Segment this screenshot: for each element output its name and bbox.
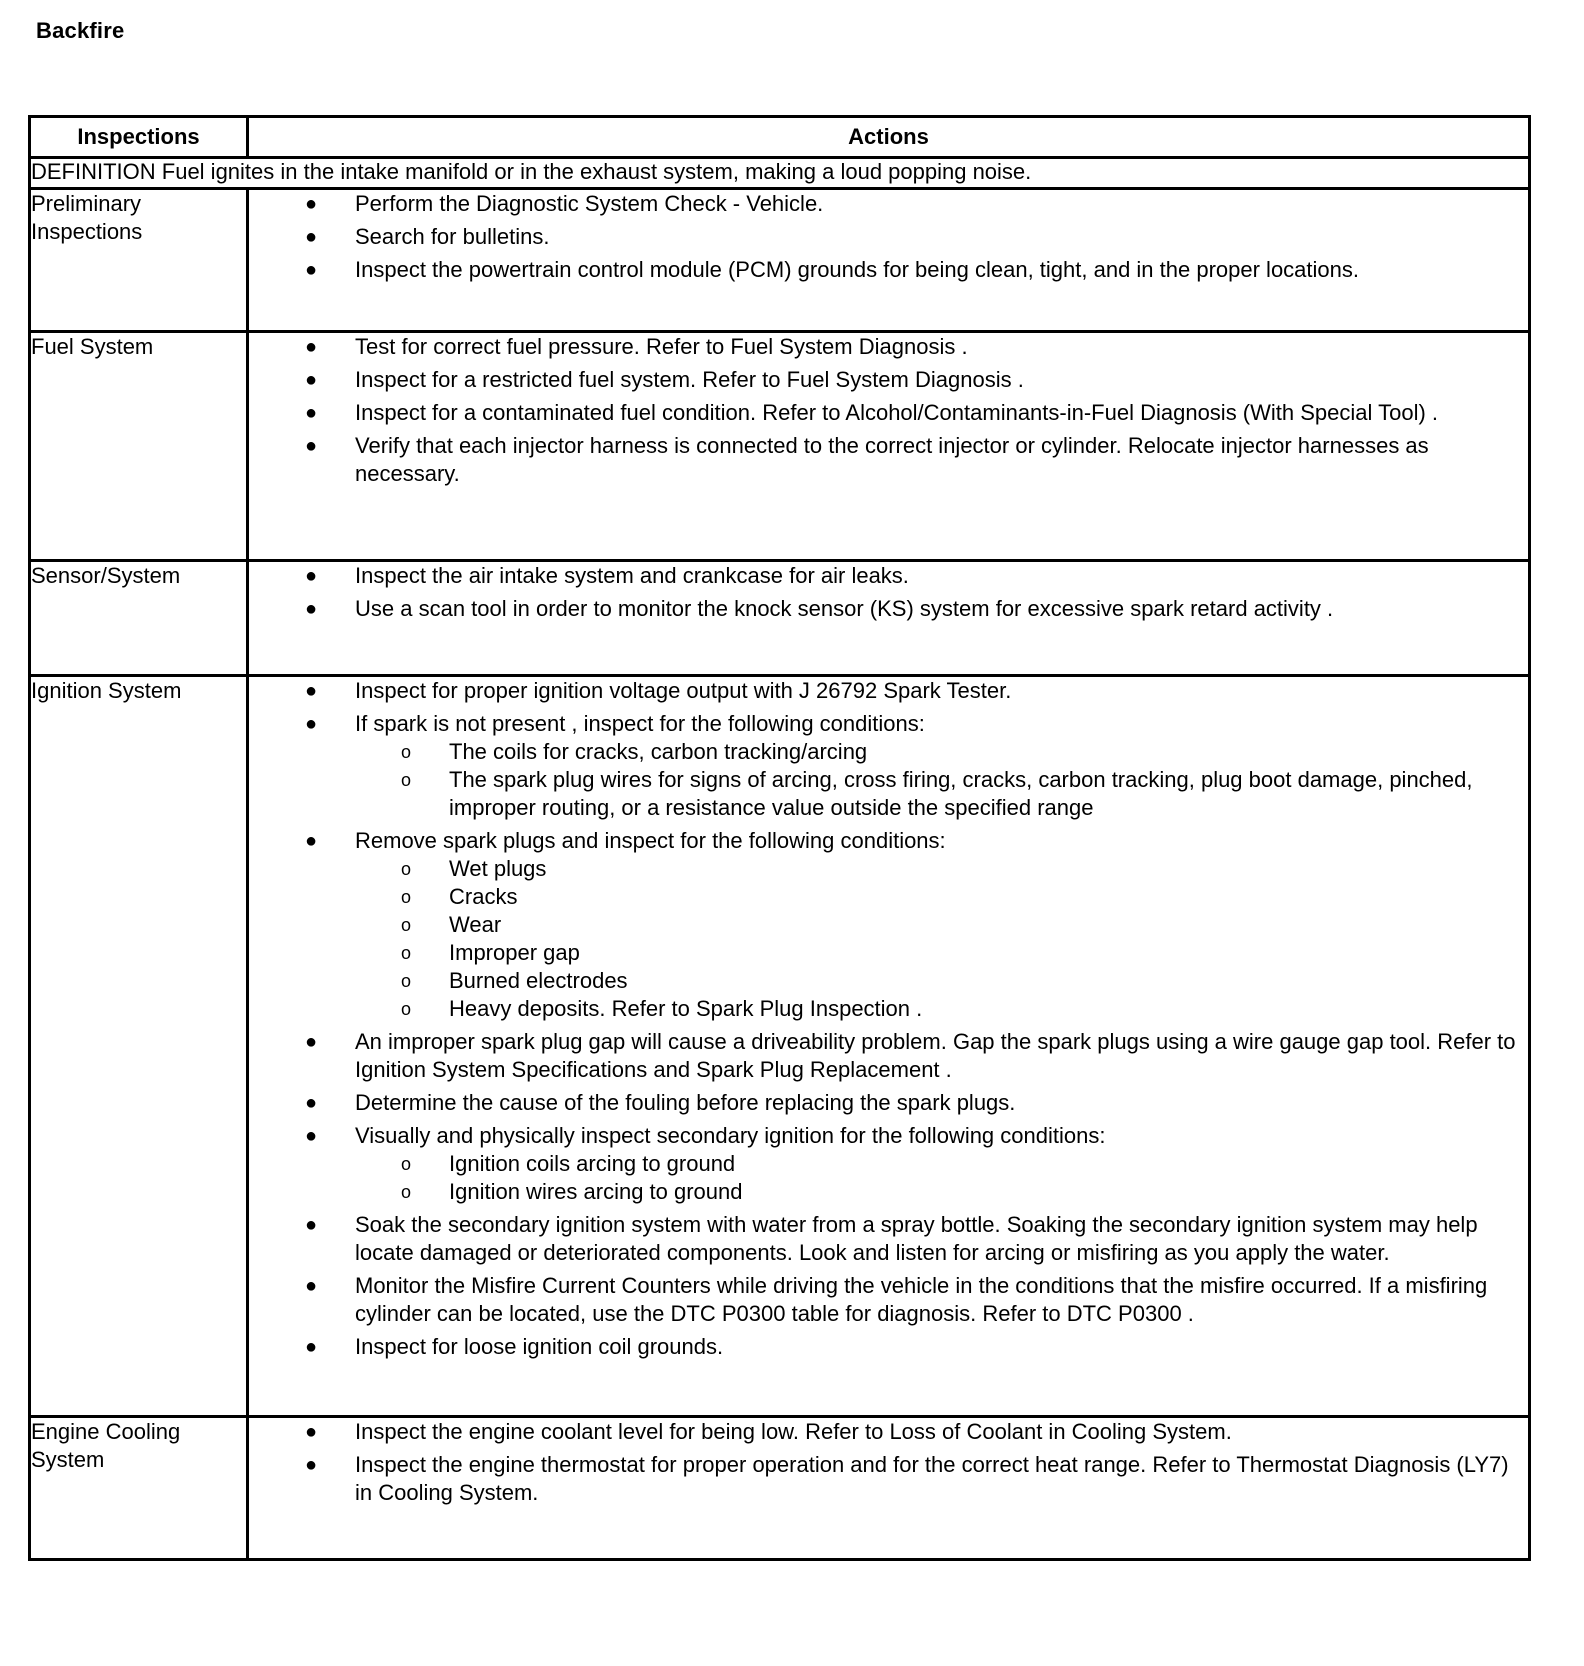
bullet-icon: ● (305, 402, 318, 424)
action-item (249, 1451, 1528, 1507)
definition-text: DEFINITION Fuel ignites in the intake manifold or in the exhaust system, making a loud popping noise. (30, 158, 1530, 189)
circle-bullet-icon: o (401, 943, 412, 963)
action-item (249, 595, 1528, 623)
action-item (249, 677, 1528, 705)
bullet-icon: ● (305, 1421, 318, 1443)
sub-item-text: Wear (449, 912, 502, 937)
table-row (30, 332, 1530, 561)
actions-cell (248, 561, 1530, 676)
bullet-icon: ● (305, 830, 318, 852)
sub-item (349, 939, 1528, 967)
action-text: Inspect for a contaminated fuel condition. Refer to Alcohol/Contaminants-in-Fuel Diagnosis (With Special Tool) . (355, 400, 1439, 425)
actions-header: Actions (248, 117, 1530, 158)
action-item (249, 432, 1528, 488)
sub-item (349, 855, 1528, 883)
action-text: Inspect the engine coolant level for being low. Refer to Loss of Coolant in Cooling System. (355, 1419, 1232, 1444)
action-text: Verify that each injector harness is connected to the correct injector or cylinder. Relocate injector harnesses as necessary. (355, 433, 1429, 486)
action-text: Inspect for proper ignition voltage output with J 26792 Spark Tester. (355, 678, 1012, 703)
bullet-icon: ● (305, 713, 318, 735)
action-text: Remove spark plugs and inspect for the following conditions: (355, 828, 946, 853)
sub-item-text: Cracks (449, 884, 518, 909)
action-list (249, 190, 1528, 284)
circle-bullet-icon: o (401, 999, 412, 1019)
action-item (249, 366, 1528, 394)
circle-bullet-icon: o (401, 887, 412, 907)
inspection-label: Fuel System (30, 332, 248, 561)
bullet-icon: ● (305, 336, 318, 358)
action-item (249, 1028, 1528, 1084)
bullet-icon: ● (305, 1454, 318, 1476)
action-item (249, 399, 1528, 427)
bullet-icon: ● (305, 1214, 318, 1236)
sub-item-text: Ignition wires arcing to ground (449, 1179, 743, 1204)
page-title: Backfire (36, 18, 125, 43)
action-text: Use a scan tool in order to monitor the knock sensor (KS) system for excessive spark retard activity . (355, 596, 1334, 621)
sub-item-text: Improper gap (449, 940, 580, 965)
circle-bullet-icon: o (401, 915, 412, 935)
circle-bullet-icon: o (401, 1154, 412, 1174)
action-list (249, 333, 1528, 488)
action-text: Perform the Diagnostic System Check - Vehicle. (355, 191, 824, 216)
action-text: If spark is not present , inspect for the following conditions: (355, 711, 925, 736)
bullet-icon: ● (305, 1031, 318, 1053)
action-list (249, 677, 1528, 1361)
bullet-icon: ● (305, 226, 318, 248)
sub-item-text: Ignition coils arcing to ground (449, 1151, 736, 1176)
sub-item (349, 995, 1528, 1023)
action-item (249, 562, 1528, 590)
action-item (249, 1122, 1528, 1206)
action-item (249, 333, 1528, 361)
action-text: Inspect for loose ignition coil grounds. (355, 1334, 724, 1359)
definition-row (30, 158, 1530, 189)
bullet-icon: ● (305, 259, 318, 281)
bullet-icon: ● (305, 1275, 318, 1297)
action-text: Soak the secondary ignition system with water from a spray bottle. Soaking the secondary ignition system may help locate damaged or deteriorated components. Look and listen for arcing or misfiring as you apply the water. (355, 1212, 1478, 1265)
action-text: An improper spark plug gap will cause a driveability problem. Gap the spark plugs using a wire gauge gap tool. Refer to Ignition System Specifications and Spark Plug Replacement . (355, 1029, 1516, 1082)
action-text: Search for bulletins. (355, 224, 550, 249)
sub-item (349, 738, 1528, 766)
action-item (249, 256, 1528, 284)
action-text: Test for correct fuel pressure. Refer to Fuel System Diagnosis . (355, 334, 968, 359)
action-text: Monitor the Misfire Current Counters while driving the vehicle in the conditions that the misfire occurred. If a misfiring cylinder can be located, use the DTC P0300 table for diagnosis. Refer to DTC P0300 . (355, 1273, 1488, 1326)
bullet-icon: ● (305, 1336, 318, 1358)
sub-item (349, 766, 1528, 822)
bullet-icon: ● (305, 598, 318, 620)
action-text: Determine the cause of the fouling before replacing the spark plugs. (355, 1090, 1016, 1115)
actions-cell (248, 189, 1530, 332)
inspection-label: Engine Cooling System (30, 1417, 248, 1560)
actions-cell (248, 676, 1530, 1417)
action-item (249, 1333, 1528, 1361)
sub-item (349, 967, 1528, 995)
action-item (249, 710, 1528, 822)
sub-list (355, 855, 1528, 1023)
circle-bullet-icon: o (401, 859, 412, 879)
inspections-header: Inspections (30, 117, 248, 158)
bullet-icon: ● (305, 1092, 318, 1114)
action-item (249, 1272, 1528, 1328)
sub-item-text: Burned electrodes (449, 968, 628, 993)
header-row (30, 117, 1530, 158)
bullet-icon: ● (305, 680, 318, 702)
action-text: Inspect the powertrain control module (PCM) grounds for being clean, tight, and in the proper locations. (355, 257, 1359, 282)
action-text: Inspect for a restricted fuel system. Refer to Fuel System Diagnosis . (355, 367, 1024, 392)
action-item (249, 223, 1528, 251)
actions-cell (248, 1417, 1530, 1560)
action-item (249, 1418, 1528, 1446)
sub-item-text: The coils for cracks, carbon tracking/arcing (449, 739, 868, 764)
sub-item (349, 1150, 1528, 1178)
bullet-icon: ● (305, 369, 318, 391)
bullet-icon: ● (305, 193, 318, 215)
sub-item (349, 911, 1528, 939)
table-row (30, 1417, 1530, 1560)
circle-bullet-icon: o (401, 770, 412, 790)
action-list (249, 562, 1528, 623)
bullet-icon: ● (305, 1125, 318, 1147)
sub-item (349, 1178, 1528, 1206)
bullet-icon: ● (305, 435, 318, 457)
action-item (249, 827, 1528, 1023)
inspection-label: Preliminary Inspections (30, 189, 248, 332)
action-item (249, 1211, 1528, 1267)
sub-item (349, 883, 1528, 911)
action-text: Visually and physically inspect secondary ignition for the following conditions: (355, 1123, 1106, 1148)
sub-item-text: The spark plug wires for signs of arcing, cross firing, cracks, carbon tracking, plug boot damage, pinched, improper routing, or a resistance value outside the specified range (449, 767, 1473, 820)
action-text: Inspect the air intake system and crankcase for air leaks. (355, 563, 909, 588)
table-row (30, 676, 1530, 1417)
action-item (249, 1089, 1528, 1117)
circle-bullet-icon: o (401, 742, 412, 762)
inspection-label: Sensor/System (30, 561, 248, 676)
action-text: Inspect the engine thermostat for proper operation and for the correct heat range. Refer to Thermostat Diagnosis (LY7) in Cooling System. (355, 1452, 1509, 1505)
sub-list (355, 1150, 1528, 1206)
sub-list (355, 738, 1528, 822)
table-row (30, 189, 1530, 332)
action-item (249, 190, 1528, 218)
circle-bullet-icon: o (401, 1182, 412, 1202)
action-list (249, 1418, 1528, 1507)
bullet-icon: ● (305, 565, 318, 587)
inspection-label: Ignition System (30, 676, 248, 1417)
actions-cell (248, 332, 1530, 561)
diagnosis-table (28, 115, 1531, 1561)
sub-item-text: Wet plugs (449, 856, 547, 881)
table-row (30, 561, 1530, 676)
sub-item-text: Heavy deposits. Refer to Spark Plug Inspection . (449, 996, 923, 1021)
circle-bullet-icon: o (401, 971, 412, 991)
